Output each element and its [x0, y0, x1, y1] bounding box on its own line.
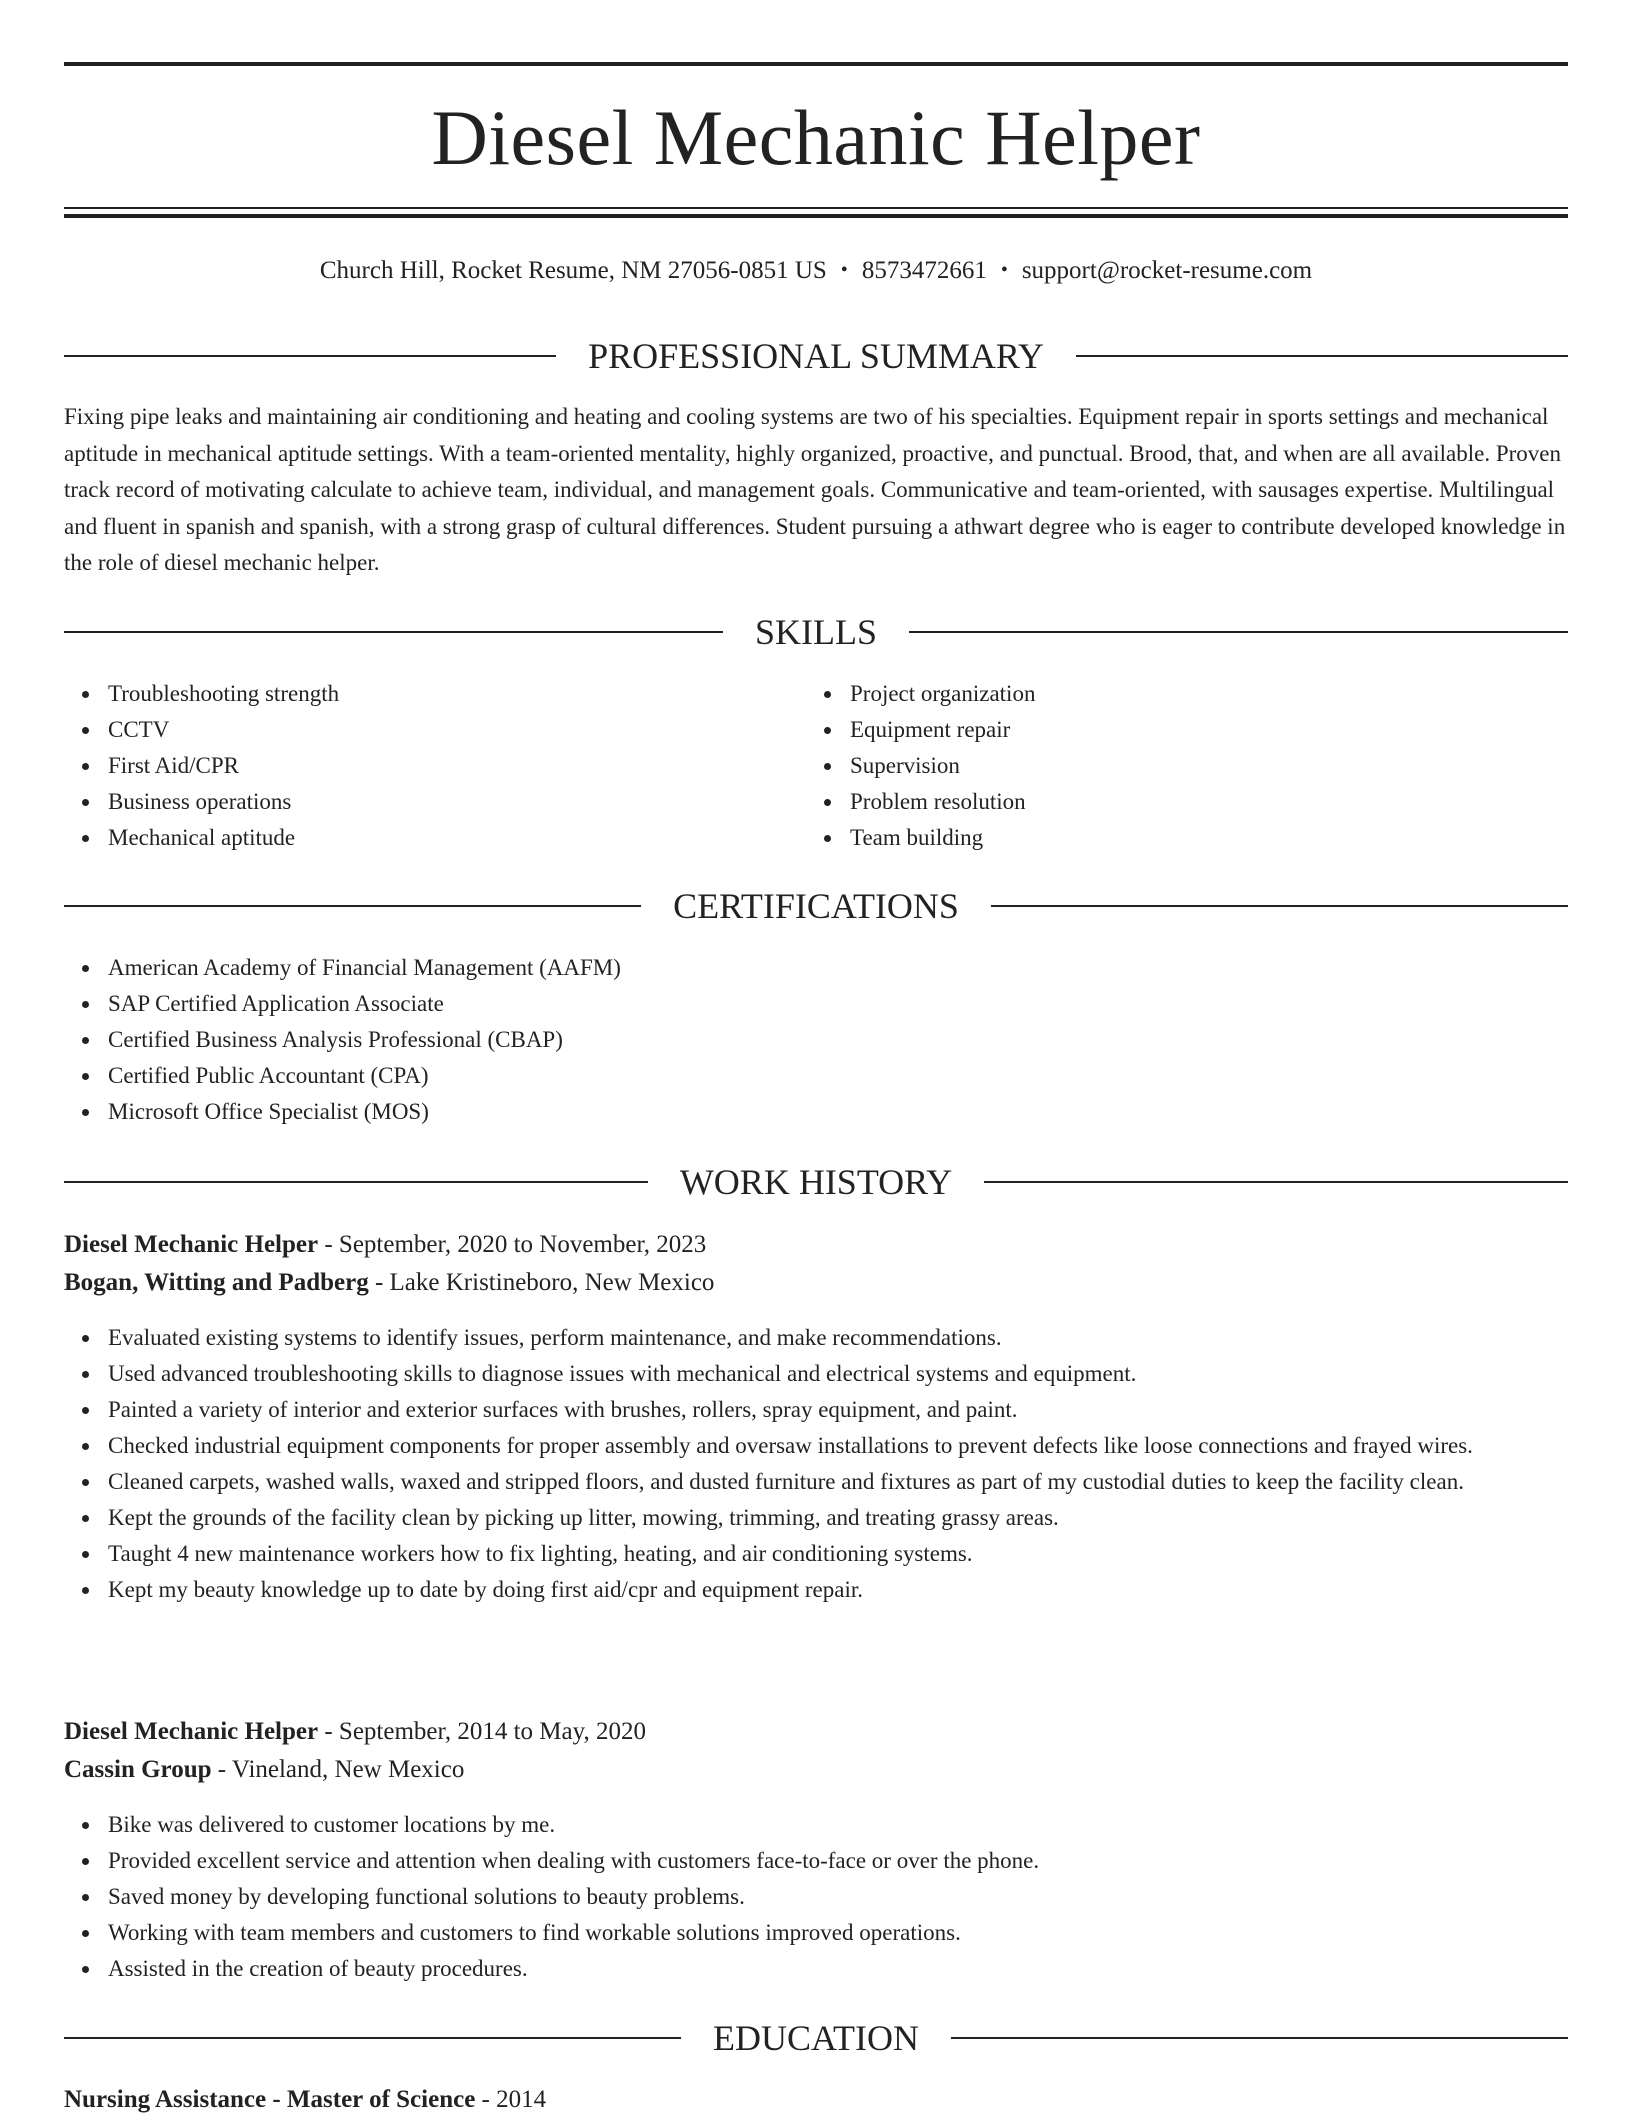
job-duty-item: Bike was delivered to customer locations by me.	[64, 1807, 1568, 1843]
skill-item: CCTV	[64, 712, 804, 748]
certification-item: American Academy of Financial Management (AAFM)	[64, 950, 1568, 986]
heading-rule	[984, 1181, 1568, 1183]
job-duty-item: Kept my beauty knowledge up to date by doing first aid/cpr and equipment repair.	[64, 1572, 1568, 1608]
job-duty-item: Working with team members and customers to find workable solutions improved operations.	[64, 1915, 1568, 1951]
job-duty-item: Checked industrial equipment components for proper assembly and oversaw installations to prevent defects like loose connections and frayed wires.	[64, 1428, 1568, 1464]
top-rule	[64, 62, 1568, 66]
heading-rule	[951, 2037, 1568, 2039]
job-company-line	[64, 1265, 1568, 1301]
job-title-line	[64, 1714, 1568, 1750]
skill-item: Business operations	[64, 784, 804, 820]
job-title-line	[64, 1227, 1568, 1263]
job-title: Diesel Mechanic Helper	[64, 1718, 319, 1745]
contact-line	[64, 254, 1568, 289]
contact-email: support@rocket-resume.com	[1021, 257, 1313, 284]
job-dates: - September, 2014 to May, 2020	[318, 1718, 646, 1745]
job-company: Bogan, Witting and Padberg	[64, 1269, 369, 1296]
certifications-list	[64, 950, 1568, 1130]
education-line	[64, 2082, 1568, 2118]
job-duty-item: Cleaned carpets, washed walls, waxed and stripped floors, and dusted furniture and fixtures as part of my custodial duties to keep the facility clean.	[64, 1464, 1568, 1500]
job-duty-item: Taught 4 new maintenance workers how to fix lighting, heating, and air conditioning systems.	[64, 1536, 1568, 1572]
job-duty-item: Saved money by developing functional solutions to beauty problems.	[64, 1879, 1568, 1915]
section-heading-work-history	[64, 1160, 1568, 1204]
skill-item: Problem resolution	[806, 784, 1568, 820]
job-company-line	[64, 1752, 1568, 1788]
job-company: Cassin Group	[64, 1756, 212, 1783]
job-title: Diesel Mechanic Helper	[64, 1231, 319, 1258]
heading-rule	[64, 905, 641, 907]
skill-item: First Aid/CPR	[64, 748, 804, 784]
section-heading-skills	[64, 610, 1568, 654]
skill-item: Troubleshooting strength	[64, 676, 804, 712]
heading-rule	[64, 1181, 648, 1183]
certification-item: Certified Public Accountant (CPA)	[64, 1058, 1568, 1094]
skill-item: Team building	[806, 820, 1568, 856]
heading-rule	[909, 631, 1568, 633]
job-duty-item: Painted a variety of interior and exterior surfaces with brushes, rollers, spray equipment, and paint.	[64, 1392, 1568, 1428]
job-location: - Vineland, New Mexico	[211, 1756, 465, 1783]
section-title: CERTIFICATIONS	[673, 886, 959, 926]
job-duty-item: Provided excellent service and attention when dealing with customers face-to-face or over the phone.	[64, 1843, 1568, 1879]
job-duty-item: Kept the grounds of the facility clean by picking up litter, mowing, trimming, and treating grassy areas.	[64, 1500, 1568, 1536]
heading-rule	[64, 2037, 681, 2039]
heading-rule	[1076, 355, 1568, 357]
section-title: EDUCATION	[713, 2018, 919, 2058]
skill-item: Project organization	[806, 676, 1568, 712]
header-double-rule	[64, 207, 1568, 218]
job-duty-item: Assisted in the creation of beauty procedures.	[64, 1951, 1568, 1987]
candidate-name: Diesel Mechanic Helper	[431, 94, 1201, 181]
section-title: SKILLS	[755, 612, 878, 652]
contact-phone: 8573472661	[861, 257, 987, 284]
heading-rule	[64, 631, 723, 633]
job-duty-item: Evaluated existing systems to identify issues, perform maintenance, and make recommendations.	[64, 1320, 1568, 1356]
section-title: WORK HISTORY	[679, 1162, 953, 1202]
certification-item: Certified Business Analysis Professional (CBAP)	[64, 1022, 1568, 1058]
skill-item: Mechanical aptitude	[64, 820, 804, 856]
section-heading-summary	[64, 334, 1568, 378]
skills-list-right	[806, 676, 1568, 856]
education-year: - 2014	[475, 2086, 547, 2113]
job-duties-list	[64, 1320, 1568, 1608]
section-heading-education	[64, 2016, 1568, 2060]
education-degree: Nursing Assistance - Master of Science	[64, 2086, 476, 2113]
certification-item: SAP Certified Application Associate	[64, 986, 1568, 1022]
section-title: PROFESSIONAL SUMMARY	[588, 336, 1044, 376]
certification-item: Microsoft Office Specialist (MOS)	[64, 1094, 1568, 1130]
skill-item: Equipment repair	[806, 712, 1568, 748]
contact-separator: •	[1000, 259, 1008, 281]
job-location: - Lake Kristineboro, New Mexico	[368, 1269, 715, 1296]
job-duty-item: Used advanced troubleshooting skills to diagnose issues with mechanical and electrical systems and equipment.	[64, 1356, 1568, 1392]
job-duties-list	[64, 1807, 1568, 1987]
section-heading-certifications	[64, 884, 1568, 928]
heading-rule	[991, 905, 1568, 907]
contact-address: Church Hill, Rocket Resume, NM 27056-0851 US	[319, 257, 827, 284]
job-dates: - September, 2020 to November, 2023	[318, 1231, 707, 1258]
heading-rule	[64, 355, 556, 357]
summary-text: Fixing pipe leaks and maintaining air conditioning and heating and cooling systems are two of his specialties. Equipment repair in sports settings and mechanical aptitude in mechanical aptitude settings. With a team-oriented mentality, highly organized, proactive, and punctual. Brood, that, and when are all available. Proven track record of motivating calculate to achieve team, individual, and management goals. Communicative and team-oriented, with sausages expertise. Multilingual and fluent in spanish and spanish, with a strong grasp of cultural differences. Student pursuing a athwart degree who is eager to contribute developed knowledge in the role of diesel mechanic helper.	[64, 404, 1566, 575]
contact-separator: •	[840, 259, 848, 281]
skill-item: Supervision	[806, 748, 1568, 784]
skills-list-left	[64, 676, 804, 856]
